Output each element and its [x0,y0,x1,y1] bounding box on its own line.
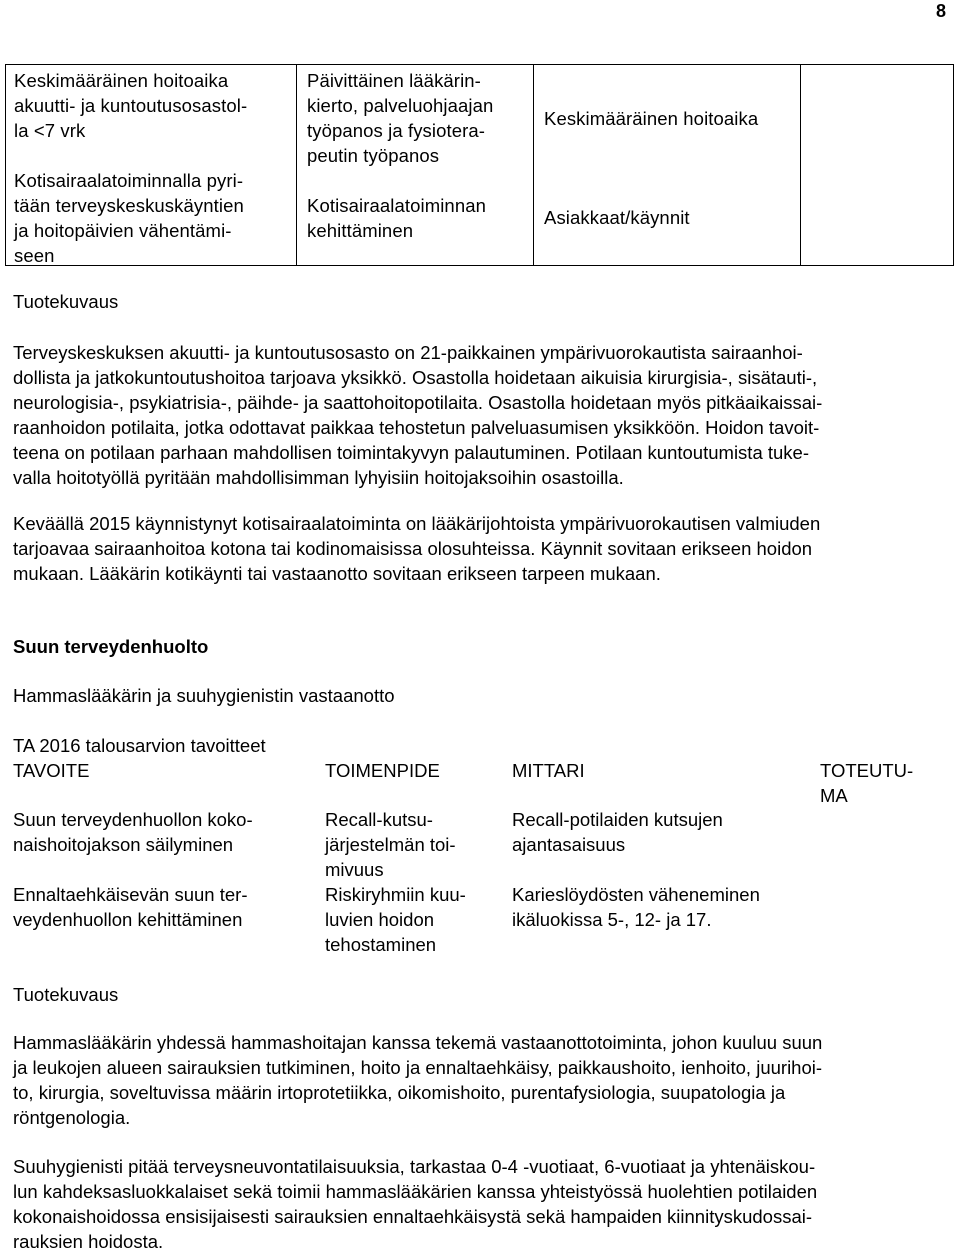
text-line: to, kirurgia, soveltuvissa määrin irtoprotetiikka, oikomishoito, purentafysiologia, suupatologia ja [13,1082,786,1103]
goal-mittari [512,807,723,857]
goal-toimenpide [325,807,456,882]
text-line: Terveyskeskuksen akuutti- ja kuntoutusosasto on 21-paikkainen ympärivuorokautista sairaanhoi- [13,342,803,363]
top-cell-action-content [297,65,533,265]
text-line: valla hoitotyöllä pyritään mahdollisimman lyhyisiin hoitojaksoihin osastoilla. [13,467,624,488]
text-line: teena on potilaan parhaan mahdollisen toimintakyvyn palautuminen. Potilaan kuntoutumista tuke- [13,442,809,463]
text-line: veydenhuollon kehittäminen [13,909,243,930]
text-line: Recall-potilaiden kutsujen [512,809,723,830]
paragraph [13,511,820,586]
text-line: Suuhygienisti pitää terveysneuvontatilaisuuksia, tarkastaa 0-4 -vuotiaat, 6-vuotiaat ja yhtenäiskou- [13,1156,816,1177]
text-line: mivuus [325,859,384,880]
text-line: Päivittäinen lääkärin- [307,70,481,91]
goals-title: TA 2016 talousarvion tavoitteet [13,735,266,756]
paragraph [13,1154,817,1254]
section-label: Tuotekuvaus [13,984,119,1005]
column-header-toteutuma: TOTEUTU- [820,760,914,781]
text-line: Ennaltaehkäisevän suun ter- [13,884,248,905]
text-line: akuutti- ja kuntoutusosastol- [14,95,248,116]
page-number: 8 [935,1,946,21]
text-line: tarjoavaa sairaanhoitoa kotona tai kodinomaisissa olosuhteissa. Käynnit sovitaan erikseen hoidon [13,538,813,559]
goal-toimenpide [325,882,466,957]
text-line: röntgenologia. [13,1107,131,1128]
text-line: Kotisairaalatoiminnan [307,195,486,216]
goals-table-top [5,64,954,266]
top-cell-goal-content [6,65,296,265]
text-line: Recall-kutsu- [325,809,433,830]
section-heading: Suun terveydenhuolto [13,636,209,657]
goal-tavoite [13,807,253,857]
paragraph [13,340,822,490]
text-line: rauksien hoidosta. [13,1231,164,1252]
text-line: seen [14,245,55,266]
text-line: naishoitojakson säilyminen [13,834,234,855]
text-line: kokonaishoidossa ensisijaisesti sairauksien ennaltaehkäisystä sekä hampaiden kiinnityskudossai- [13,1206,813,1227]
text-line: kierto, palveluohjaajan [307,95,494,116]
text-line: mukaan. Lääkärin kotikäynti tai vastaanotto sovitaan erikseen tarpeen mukaan. [13,563,661,584]
column-header-mittari: MITTARI [512,760,585,781]
text-line: Kotisairaalatoiminnalla pyri- [14,170,244,191]
section-label: Tuotekuvaus [13,291,119,312]
column-header-toteutuma: MA [820,785,848,806]
top-cell-result-content [801,65,953,265]
text-line: Suun terveydenhuollon koko- [13,809,253,830]
text-line: dollista ja jatkokuntoutushoitoa tarjoava yksikkö. Osastolla hoidetaan aikuisia kirurgisia-, sisätauti-, [13,367,818,388]
text-line: tehostaminen [325,934,437,955]
column-header-toimenpide: TOIMENPIDE [325,760,440,781]
text-line: ja hoitopäivien vähentämi- [14,220,232,241]
text-line: luvien hoidon [325,909,435,930]
text-line: raanhoidon potilaita, jotka odottavat paikkaa tehostetun palveluasumisen yksikköön. Hoidon tavoit- [13,417,820,438]
text-line: työpanos ja fysiotera- [307,120,486,141]
text-line: neurologisia-, psykiatrisia-, päihde- ja saattohoitopotilaita. Osastolla hoidetaan myös pitkäaikaissai- [13,392,823,413]
top-cell-result [801,65,954,266]
paragraph [13,1030,822,1130]
text-line: ikäluokissa 5-, 12- ja 17. [512,909,712,930]
goal-mittari [512,882,760,932]
goal-tavoite [13,882,247,932]
text-line: ajantasaisuus [512,834,626,855]
column-header-tavoite: TAVOITE [13,760,90,781]
text-line: kehittäminen [307,220,414,241]
text-line: Hammaslääkärin yhdessä hammashoitajan kanssa tekemä vastaanottotoiminta, johon kuuluu suun [13,1032,823,1053]
text-line: Karieslöydösten väheneminen [512,884,760,905]
text-line: Keskimääräinen hoitoaika [544,108,759,129]
text-line: la <7 vrk [14,120,86,141]
top-cell-action [297,65,534,266]
text-line: Asiakkaat/käynnit [544,207,690,228]
top-cell-metric [534,65,801,266]
section-subheading: Hammaslääkärin ja suuhygienistin vastaanotto [13,685,395,706]
text-line: tään terveyskeskuskäyntien [14,195,244,216]
text-line: lun kahdeksasluokkalaiset sekä toimii hammaslääkärien kanssa yhteistyössä huolehtien potilaiden [13,1181,818,1202]
top-cell-goal [6,65,297,266]
text-line: Riskiryhmiin kuu- [325,884,466,905]
top-cell-metric-content [534,65,800,265]
text-line: Keskimääräinen hoitoaika [14,70,229,91]
text-line: Keväällä 2015 käynnistynyt kotisairaalatoiminta on lääkärijohtoista ympärivuorokautisen valmiuden [13,513,821,534]
text-line: ja leukojen alueen sairauksien tutkiminen, hoito ja ennaltaehkäisy, paikkaushoito, ienhoito, juurihoi- [13,1057,823,1078]
text-line: järjestelmän toi- [325,834,456,855]
text-line: peutin työpanos [307,145,440,166]
